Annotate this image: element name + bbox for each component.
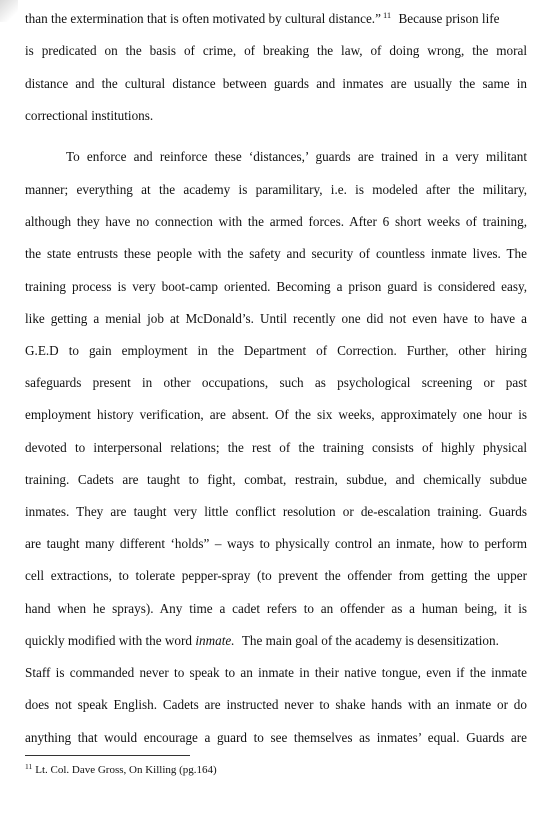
- body-line-22: does not speak English. Cadets are instructed never to shake hands with an inmate or do: [25, 697, 527, 712]
- body-line-7: although they have no connection with the armed forces. After 6 short weeks of training,: [25, 214, 527, 229]
- body-line-13: employment history verification, are absent. Of the six weeks, approximately one hour is: [25, 407, 527, 422]
- body-line-9: training process is very boot-camp oriented. Becoming a prison guard is considered easy,: [25, 279, 527, 294]
- body-line-16: inmates. They are taught very little conflict resolution or de-escalation training. Guards: [25, 504, 527, 519]
- footnote-text: Lt. Col. Dave Gross, On Killing (pg.164): [35, 764, 217, 776]
- body-line-17: are taught many different ‘holds” – ways to physically control an inmate, how to perform: [25, 536, 527, 551]
- body-line-19: hand when he sprays). Any time a cadet refers to an offender as a human being, it is: [25, 601, 527, 616]
- body-line-1: [25, 11, 527, 28]
- body-line-11: G.E.D to gain employment in the Department of Correction. Further, other hiring: [25, 343, 527, 358]
- footnote-number: 11: [25, 762, 33, 771]
- emphasized-word: inmate.: [195, 633, 235, 648]
- body-line-2: is predicated on the basis of crime, of breaking the law, of doing wrong, the moral: [25, 43, 527, 58]
- body-line-21: Staff is commanded never to speak to an inmate in their native tongue, even if the inmate: [25, 665, 527, 680]
- body-line-20: [25, 633, 527, 649]
- footnote-reference: 11: [382, 10, 392, 20]
- body-line-4: correctional institutions.: [25, 108, 154, 123]
- body-line-5: To enforce and reinforce these ‘distances,’ guards are trained in a very militant: [66, 149, 527, 164]
- footnote-separator: [25, 755, 190, 756]
- body-line-3: distance and the cultural distance between guards and inmates are usually the same in: [25, 76, 527, 91]
- body-line-10: like getting a menial job at McDonald’s. Until recently one did not even have to have a: [25, 311, 527, 326]
- body-line-8: the state entrusts these people with the safety and security of countless inmate lives. The: [25, 246, 527, 261]
- body-line-20-continuation: The main goal of the academy is desensitization.: [241, 633, 499, 648]
- body-line-1-text: than the extermination that is often motivated by cultural distance.”: [25, 11, 381, 26]
- body-line-6: manner; everything at the academy is paramilitary, i.e. is modeled after the military,: [25, 182, 527, 197]
- footnote: [25, 763, 217, 778]
- scan-corner-artifact: [0, 0, 18, 22]
- body-line-15: training. Cadets are taught to fight, combat, restrain, subdue, and chemically subdue: [25, 472, 527, 487]
- body-line-12: safeguards present in other occupations, such as psychological screening or past: [25, 375, 527, 390]
- body-line-14: devoted to interpersonal relations; the rest of the training consists of highly physical: [25, 440, 527, 455]
- body-line-1-continuation: Because prison life: [398, 11, 500, 26]
- body-line-18: cell extractions, to tolerate pepper-spray (to prevent the offender from getting the upper: [25, 568, 527, 583]
- body-line-23: anything that would encourage a guard to see themselves as inmates’ equal. Guards are: [25, 730, 527, 745]
- body-line-20-text: quickly modified with the word: [25, 633, 193, 648]
